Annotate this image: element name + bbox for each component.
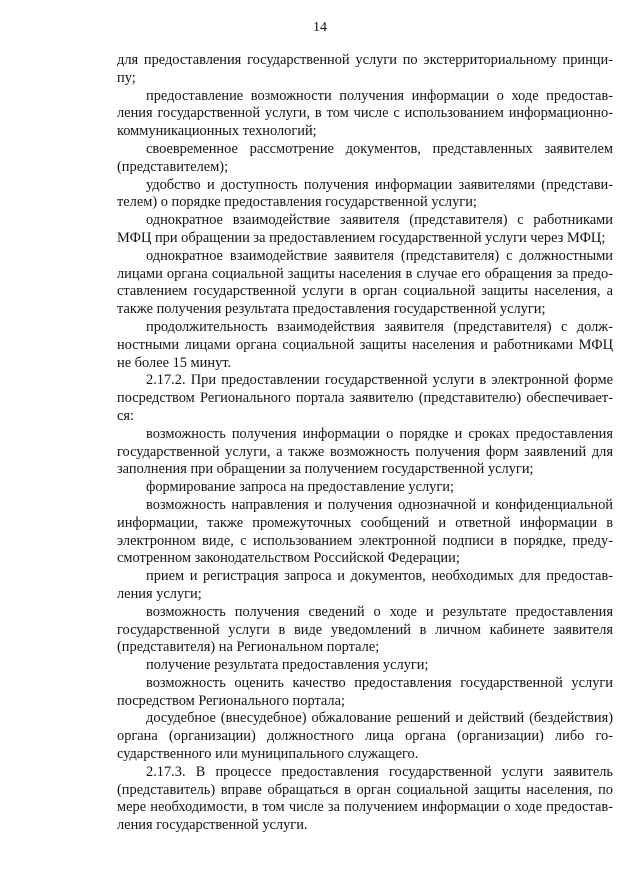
paragraph: получение результата предоставления услуги; (146, 657, 429, 674)
paragraph: возможность оценить качество предоставления государственной услуги посредством Регионального портала; (117, 674, 613, 709)
paragraph: предоставление возможности получения информации о ходе предоставления государственной услуги, в том числе с использованием информационно-коммуникационных технологий; (117, 87, 613, 140)
paragraph: прием и регистрация запроса и документов, необходимых для предоставления услуги; (117, 568, 613, 602)
paragraph: досудебное (внесудебное) обжалование решений и действий (бездействия) органа (организации) должностного лица органа (организации) либо государственного или муниципального служащего. (117, 710, 613, 763)
paragraph: формирование запроса на предоставление услуги; (146, 479, 454, 496)
section-paragraph-2-17-3: 2.17.3. В процессе предоставления государственной услуги заявитель (представитель) вправе обращаться в орган социальной защиты населения, по мере необходимости, в том числе за получением информации о ходе предоставления государственной услуги. (117, 763, 613, 834)
paragraph: однократное взаимодействие заявителя (представителя) с должностными лицами органа социальной защиты населения в случае его обращения за предоставлением государственной услуги в орган социальной защиты населения, а также получения результата предоставления государственной услуги; (117, 247, 613, 318)
paragraph-continuation: для предоставления государственной услуги по экстерриториальному принципу; (117, 52, 613, 86)
paragraph: своевременное рассмотрение документов, представленных заявителем (представителем); (117, 140, 613, 175)
paragraph: возможность получения информации о порядке и сроках предоставления государственной услуги, а также возможность получения форм заявлений для заполнения при обращении за получением государственной услуги; (117, 425, 613, 478)
paragraph: возможность направления и получения однозначной и конфиденциальной информации, также промежуточных сообщений и ответной информации в электронном виде, с использованием электронной подписи в порядке, предусмотренном законодательством Российской Федерации; (117, 496, 613, 567)
paragraph: удобство и доступность получения информации заявителями (представителем) о порядке предоставления государственной услуги; (117, 176, 613, 211)
page-number: 14 (313, 20, 327, 35)
section-paragraph-2-17-2: 2.17.2. При предоставлении государственной услуги в электронной форме посредством Регионального портала заявителю (представителю) обеспечивается: (117, 372, 613, 424)
document-body (117, 52, 613, 835)
paragraph: возможность получения сведений о ходе и результате предоставления государственной услуги в виде уведомлений в личном кабинете заявителя (представителя) на Региональном портале; (117, 603, 613, 656)
paragraph: продолжительность взаимодействия заявителя (представителя) с должностными лицами органа социальной защиты населения и работниками МФЦ не более 15 минут. (117, 318, 613, 371)
paragraph: однократное взаимодействие заявителя (представителя) с работниками МФЦ при обращении за предоставлением государственной услуги через МФЦ; (117, 212, 613, 246)
